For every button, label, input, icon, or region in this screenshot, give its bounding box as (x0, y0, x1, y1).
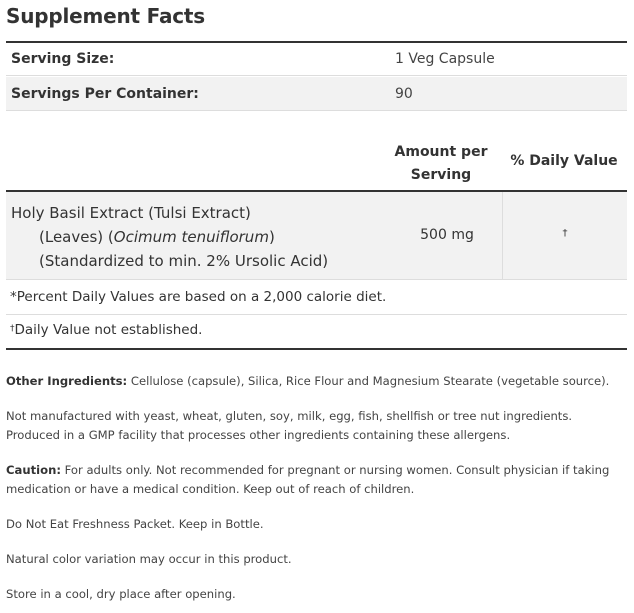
ingredient-daily-value: † (562, 228, 568, 239)
ingredient-name-line3: (Standardized to min. 2% Ursolic Acid) (39, 252, 329, 270)
allergen-line2: Produced in a GMP facility that processes other ingredients containing these allergens. (6, 428, 511, 442)
serving-size-row (6, 43, 627, 76)
caution-line1 (6, 461, 630, 480)
percent-daily-value-note: *Percent Daily Values are based on a 2,000 calorie diet. (10, 289, 387, 305)
serving-size-value: 1 Veg Capsule (395, 51, 495, 67)
allergen-line1: Not manufactured with yeast, wheat, gluten, soy, milk, egg, fish, shellfish or tree nut ingredients. (6, 409, 573, 423)
ingredient-name-line1: Holy Basil Extract (Tulsi Extract) (11, 204, 251, 222)
ingredient-name-line2 (11, 225, 328, 249)
ingredient-name (11, 201, 328, 273)
footnote-divider (6, 314, 627, 315)
amount-header-line1: Amount per (394, 144, 488, 160)
amount-header-line2: Serving (410, 167, 472, 183)
freshness-packet-note: Do Not Eat Freshness Packet. Keep in Bottle. (6, 517, 264, 531)
serving-size-label: Serving Size: (11, 51, 115, 67)
other-ingredients-label: Other Ingredients: (6, 374, 128, 388)
color-variation-note: Natural color variation may occur in this product. (6, 552, 292, 566)
amount-per-serving-header (388, 141, 494, 187)
servings-per-container-label: Servings Per Container: (11, 86, 199, 102)
dv-note-text: Daily Value not established. (14, 322, 203, 338)
ingredient-part-post: ) (268, 228, 275, 246)
servings-per-container-value: 90 (395, 86, 413, 102)
caution-line2: medication or have a medical condition. Keep out of reach of children. (6, 482, 415, 496)
page-title: Supplement Facts (6, 4, 205, 28)
ingredient-row (6, 192, 627, 280)
caution-statement (6, 461, 630, 499)
daily-value-not-established-note (10, 322, 202, 338)
caution-text: For adults only. Not recommended for pregnant or nursing women. Consult physician if taking (60, 463, 610, 477)
dagger-symbol: † (10, 324, 15, 334)
ingredient-amount: 500 mg (420, 227, 474, 243)
botanical-name: Ocimum tenuiflorum (113, 228, 269, 246)
storage-note: Store in a cool, dry place after opening. (6, 587, 236, 601)
ingredient-part-pre: (Leaves) ( (39, 228, 114, 246)
bottom-divider (6, 348, 627, 350)
daily-value-header: % Daily Value (510, 153, 618, 169)
servings-per-container-row (6, 77, 627, 111)
other-ingredients-text: Cellulose (capsule), Silica, Rice Flour and Magnesium Stearate (vegetable source). (127, 374, 610, 388)
other-ingredients (6, 372, 630, 391)
caution-label: Caution: (6, 463, 61, 477)
allergen-statement (6, 407, 630, 445)
